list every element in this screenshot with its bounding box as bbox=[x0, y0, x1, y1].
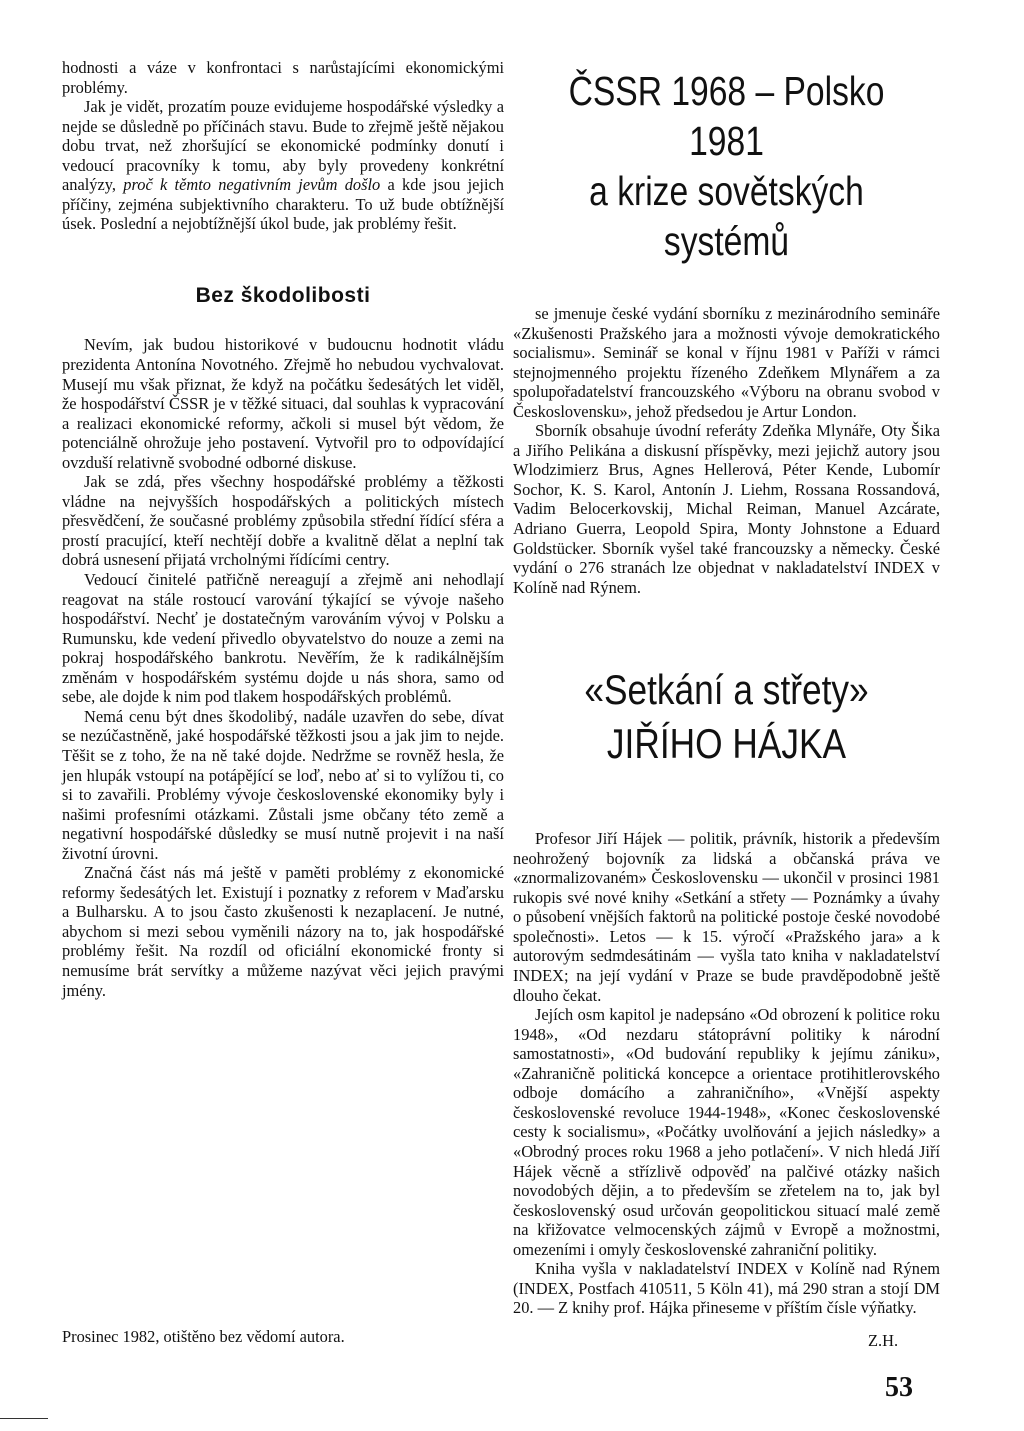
article-title bbox=[551, 66, 901, 266]
divider bbox=[0, 1418, 48, 1419]
signoff: Prosinec 1982, otištěno bez vědomí autora. bbox=[62, 1327, 345, 1346]
spacer bbox=[513, 597, 940, 663]
paragraph-text: a kde jsou jejich příčiny, zejména subjektivního charakteru. To už bude obtížnější úsek. Poslední a nejobtížnější úkol bude, jak problémy řešit. bbox=[62, 175, 504, 234]
italic-phrase: proč k těmto negativním jevům došlo bbox=[123, 175, 381, 195]
left-column bbox=[62, 58, 504, 1000]
paragraph: Nevím, jak budou historikové v budoucnu hodnotit vládu prezidenta Antonína Novotného. Zřejmě ho nebudou vychvalovat. Musejí mu však přiznat, že když na počátku šedesátých let viděl, že hospodářství ČSSR je v těžké situaci, dal souhlas k vypracování a realizaci ekonomické reformy, ačkoli si musel být vědom, že potenciálně ohrožuje jeho postavení. Vytvořil pro to odpovídající ovzduší relativně svobodné odborné diskuse. bbox=[62, 335, 504, 472]
section-heading: Bez škodolibosti bbox=[195, 283, 371, 307]
paragraph: Nemá cenu být dnes škodolibý, nadále uzavřen do sebe, dívat se nezúčastněně, jaké hospodářské těžkosti jsou a jak jim to nejde. Těšit se z toho, že na ně také dojde. Nedržme se rovněž hesla, že jen hlupák vstoupí na potápějící se loď, nebo ať si to vylížou ti, co si to zavařili. Problémy vývoje československé ekonomiky byly i našimi profesními otázkami. Zůstali jsme občany této země a negativní hospodářské důsledky se musí nutně projevit i na naší životní úrovni. bbox=[62, 706, 504, 863]
right-column bbox=[513, 58, 940, 1318]
paragraph: Jak se zdá, přes všechny hospodářské problémy a těžkosti vládne na nejvyšších hospodářských a politických místech přesvědčení, že současné problémy způsobila střední řídící sféra a prostí pracující, kteří nechtějí dobře a kvalitně dělat a neplní tak dobrá usnesení přijatá vrcholnými řídícími centry. bbox=[62, 472, 504, 570]
article-title bbox=[547, 663, 906, 771]
paragraph: Vedoucí činitelé patřičně nereagují a zřejmě ani nehodlají reagovat na stále rostoucí varování týkající se vývoje našeho hospodářství. Nechť je dostatečným varováním vývoj v Polsku a Rumunsku, kde vedení přivedlo obyvatelstvo do nouze a zemi na pokraj hospodářského bankrotu. Nevěřím, že k radikálnějším změnám v hospodářském systému dojde u nás shora, samo od sebe, ale dojde k nim pod tlakem hospodářských problémů. bbox=[62, 570, 504, 707]
title-line: a krize sovětských systémů bbox=[589, 168, 864, 264]
paragraph: Sborník obsahuje úvodní referáty Zdeňka Mlynáře, Oty Šika a Jiřího Pelikána a diskusní příspěvky, mezi jejichž autory jsou Wlodzimierz Brus, Agnes Hellerová, Péter Kende, Lubomír Sochor, K. S. Karol, Antonín J. Liehm, Rossana Rossandová, Vadim Belocerkovskij, Michal Reiman, Manuel Azcárate, Adriano Guerra, Leopold Spira, Monty Johnstone a Eduard Goldstücker. Sborník vyšel také francouzsky a německy. České vydání o 276 stranách lze objednat v nakladatelství INDEX v Kolíně nad Rýnem. bbox=[513, 421, 940, 597]
paragraph: se jmenuje české vydání sborníku z mezinárodního semináře «Zkušenosti Pražského jara a možnosti vývoje demokratického socialismu». Seminář se konal v říjnu 1981 v Paříži v rámci stejnojmenného projektu řízeného Zdeňkem Mlynářem a za spolupořadatelství francouzského «Výboru na obranu svobod v Československu», jehož předsedou je Artur London. bbox=[513, 304, 940, 421]
title-line: JIŘÍHO HÁJKA bbox=[606, 720, 847, 768]
paragraph bbox=[62, 97, 504, 234]
author-initials: Z.H. bbox=[868, 1331, 899, 1350]
paragraph: Kniha vyšla v nakladatelství INDEX v Kolíně nad Rýnem (INDEX, Postfach 410511, 5 Köln 41), má 290 stran a stojí DM 20. — Z knihy prof. Hájka přineseme v příštím čísle výňatky. bbox=[513, 1259, 940, 1318]
page-number: 53 bbox=[885, 1372, 913, 1403]
paragraph-text: Jak je vidět, prozatím pouze evidujeme hospodářské výsledky a nejde se důsledně po příčinách stavu. Bude to zřejmě ještě nějakou dobu trvat, než zhoršující se ekonomické podmínky donutí i vedoucí pracovníky k tomu, aby byly provedeny konkrétní analýzy, bbox=[62, 97, 504, 195]
paragraph: Značná část nás má ještě v paměti problémy z ekonomické reformy šedesátých let. Existují i poznatky z reforem v Maďarsku a Bulharsku. A to jsou často zkušenosti k nezaplacení. Je nutné, abychom si mezi sebou vyměnili názory na to, jak hospodářské problémy řešit. Na rozdíl od oficiální ekonomické fronty si nemusíme brát servítky a můžeme nazývat věci jejich pravými jmény. bbox=[62, 863, 504, 1000]
title-line: «Setkání a střety» bbox=[584, 666, 869, 714]
paragraph: Jejích osm kapitol je nadepsáno «Od obrození k politice roku 1948», «Od nezdaru státoprávní politiky k národní samostatnosti», «Od budování republiky k jejímu zániku», «Zahraničně politická koncepce a orientace protihitlerovského odboje domácího a zahraničního», «Vnější aspekty československé revoluce 1944-1948», «Konec československé cesty k socialismu», «Počátky uvolňování a jejich následky» a «Obrodný proces roku 1968 a jeho potlačení». V nich hledá Jiří Hájek věcně a střízlivě odpověď na palčivé otázky našich novodobých dějin, a to především se zřetelem na to, jak byl československý osud určován geopolitickou situací malé země na křižovatce velmocenských zájmů v Evropě a možnostmi, omezeními i omyly československé zahraniční politiky. bbox=[513, 1005, 940, 1259]
intro-paragraph: hodnosti a váze v konfrontaci s narůstajícími ekonomickými problémy. bbox=[62, 58, 504, 97]
paragraph: Profesor Jiří Hájek — politik, právník, historik a především neohrožený bojovník za lidská a občanská práva ve «znormalizovaném» Československu — ukončil v prosinci 1981 rukopis své nové knihy «Setkání a střety — Poznámky a úvahy o působení vnějších faktorů na politické postoje české novodobé společnosti». Letos — k 15. výročí «Pražského jara» a k autorovým sedmdesátinám — vyšla tato kniha v nakladatelství INDEX; na její vydání v Praze se bude pravděpodobně ještě dlouho čekat. bbox=[513, 829, 940, 1005]
spacer bbox=[513, 771, 940, 829]
title-line: ČSSR 1968 – Polsko 1981 bbox=[568, 68, 885, 164]
